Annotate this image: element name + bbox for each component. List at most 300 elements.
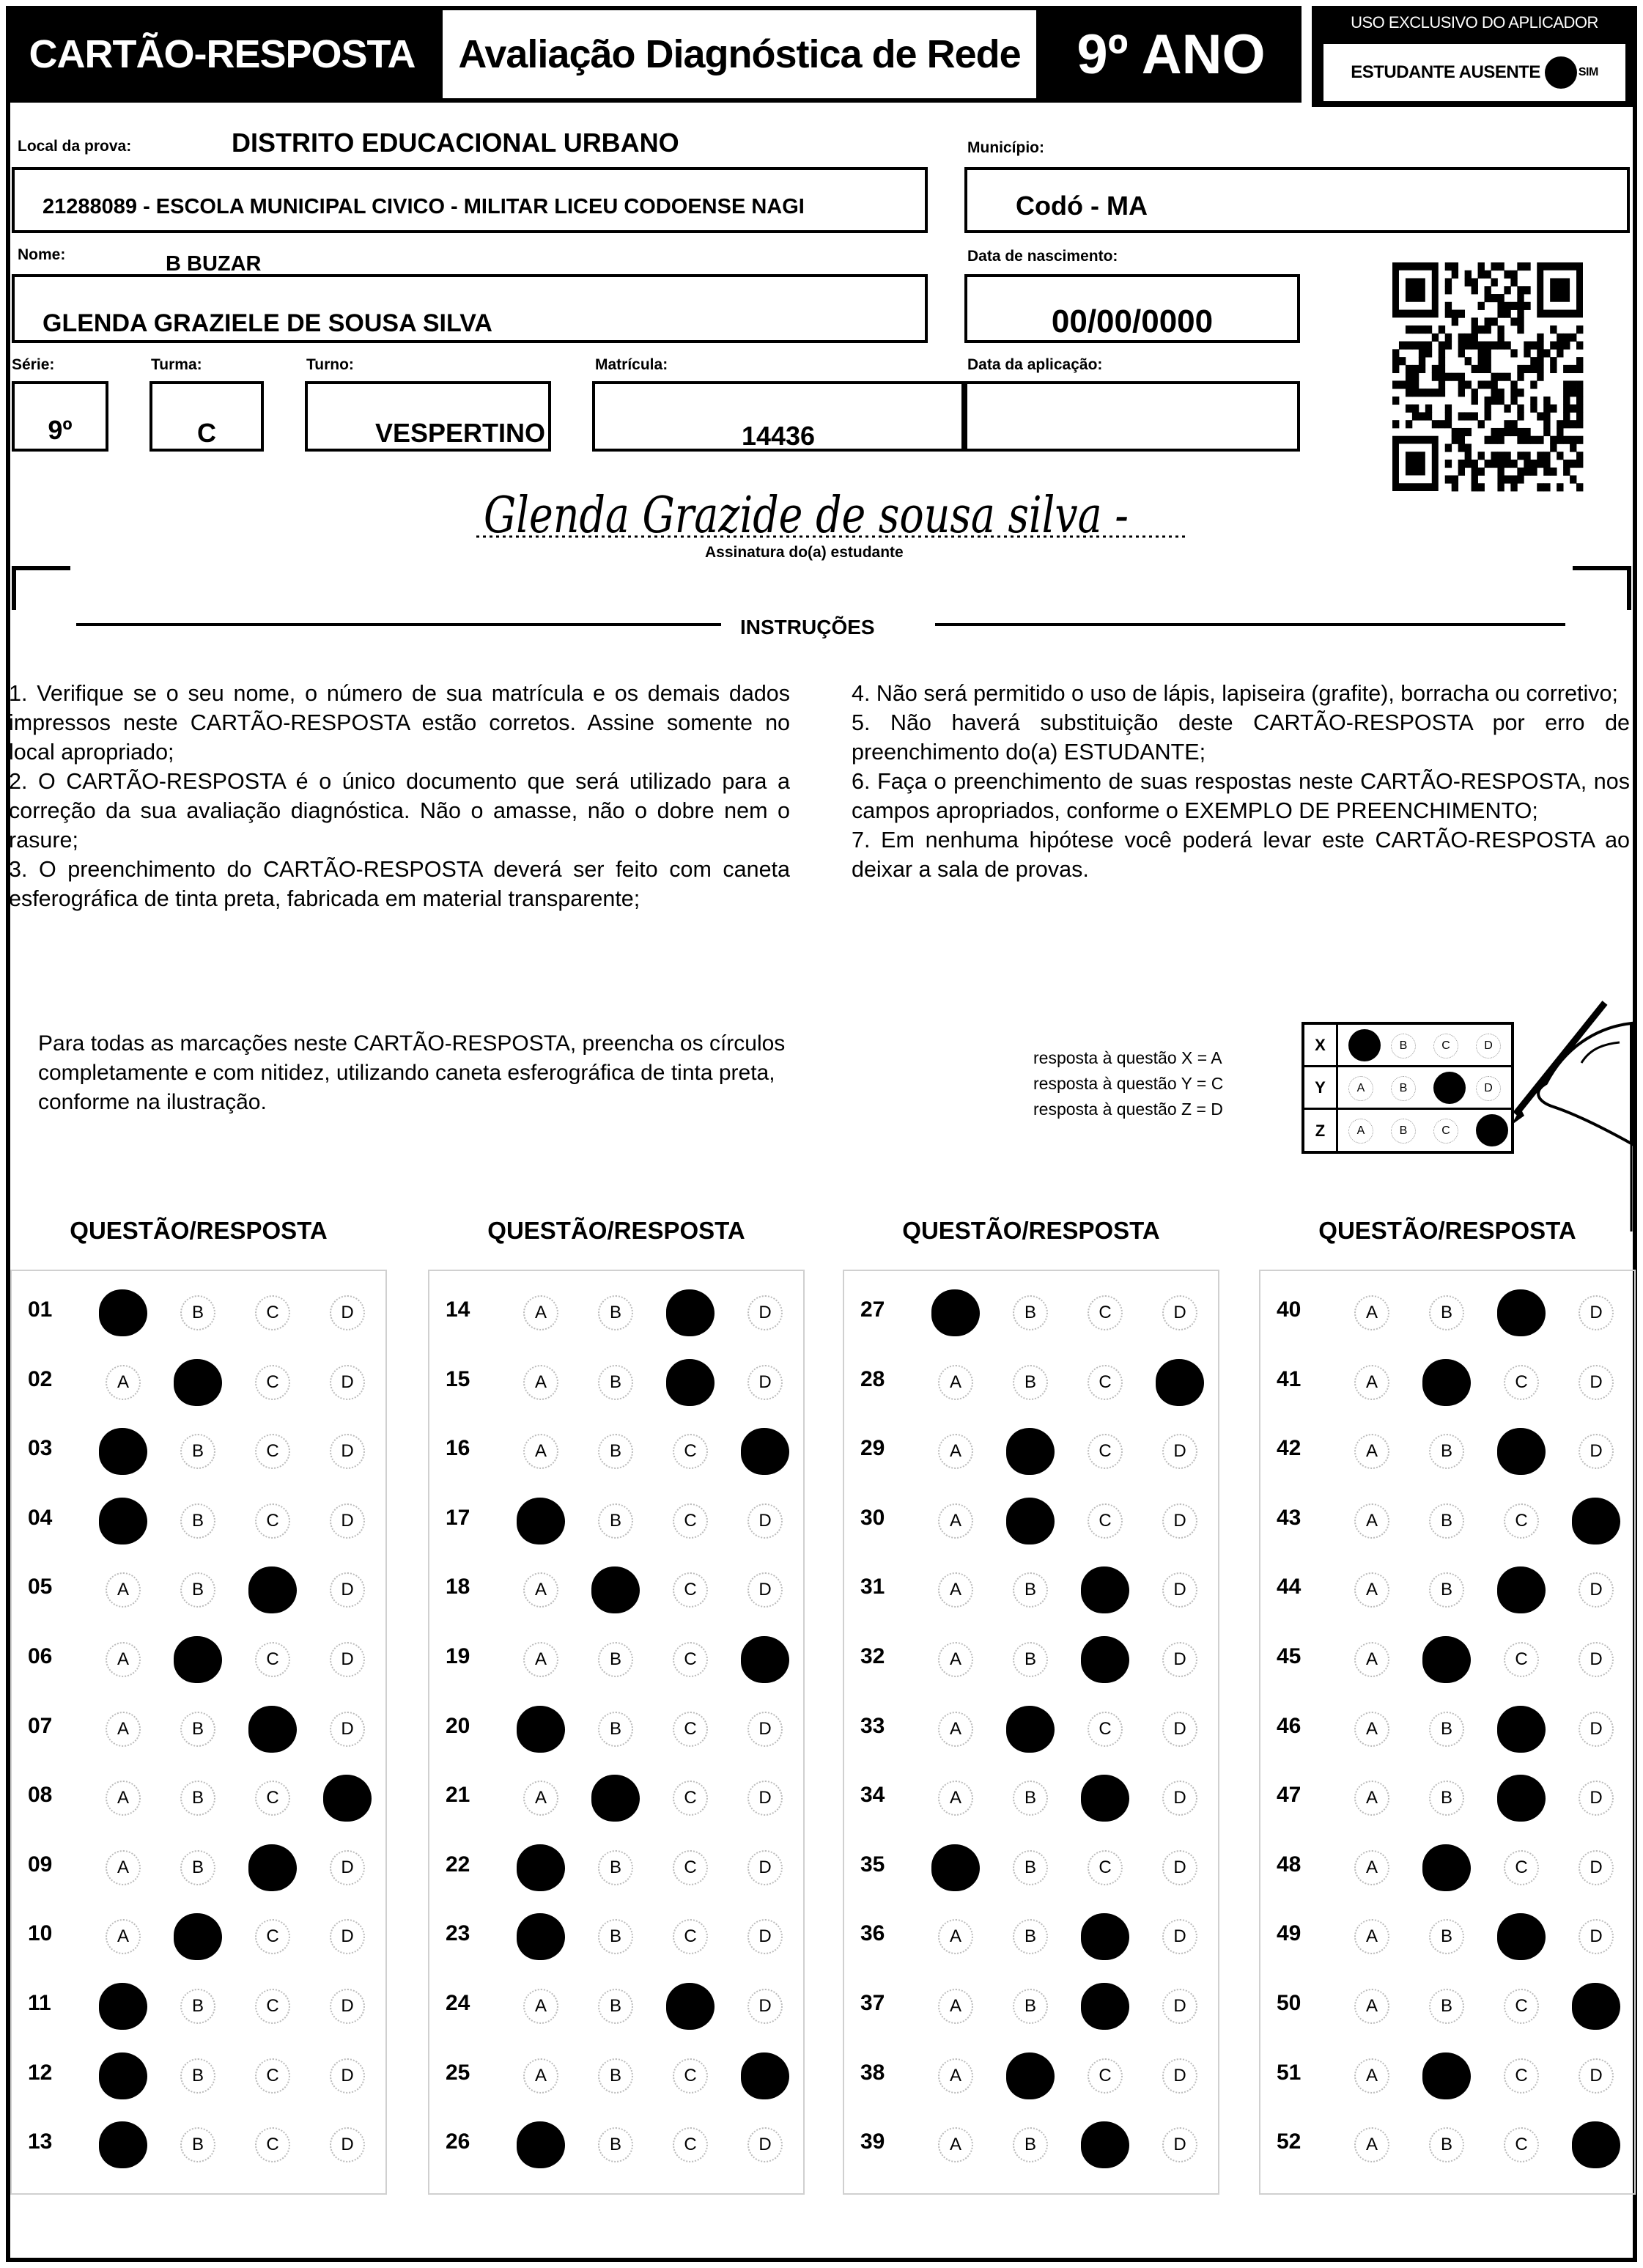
example-bubble-a <box>1348 1029 1381 1061</box>
answer-bubble-b[interactable]: B <box>1422 2052 1471 2099</box>
answer-bubble-d[interactable]: D <box>1579 1434 1614 1469</box>
answer-bubble-c[interactable]: C <box>255 1642 290 1677</box>
answer-bubble-d[interactable]: D <box>1162 2058 1197 2094</box>
answer-bubble-c[interactable]: C <box>1497 1289 1546 1336</box>
answer-bubble-b[interactable]: B <box>598 1712 633 1747</box>
answer-bubble-c[interactable]: C <box>255 1365 290 1400</box>
answer-bubble-a[interactable]: A <box>517 2121 565 2168</box>
answer-bubble-b[interactable]: B <box>1429 1434 1464 1469</box>
answer-bubble-a[interactable]: A <box>106 1919 141 1954</box>
answer-bubble-d[interactable]: D <box>741 1636 789 1683</box>
answer-bubble-a[interactable]: A <box>1354 1572 1389 1608</box>
question-row-23 <box>429 1902 803 1971</box>
question-row-06 <box>12 1625 385 1694</box>
answer-bubble-b[interactable]: B <box>1422 1359 1471 1406</box>
answer-bubble-d[interactable]: D <box>1156 1359 1204 1406</box>
question-number: 20 <box>446 1713 470 1738</box>
answer-bubble-c[interactable]: C <box>1088 1503 1123 1539</box>
question-number: 17 <box>446 1505 470 1530</box>
answer-bubble-a[interactable]: A <box>99 1983 147 2030</box>
answer-bubble-c[interactable]: C <box>1497 1428 1546 1475</box>
answer-bubble-b[interactable]: B <box>1013 1642 1048 1677</box>
answer-bubble-c[interactable]: C <box>1497 1706 1546 1753</box>
answer-bubble-d[interactable]: D <box>1162 2127 1197 2162</box>
answer-bubble-b[interactable]: B <box>598 1365 633 1400</box>
question-row-04 <box>12 1487 385 1555</box>
answer-bubble-a[interactable]: A <box>523 1989 558 2024</box>
example-question-label: Z <box>1304 1110 1338 1152</box>
answer-bubble-d[interactable]: D <box>1162 1919 1197 1954</box>
answer-bubble-a[interactable]: A <box>938 1434 973 1469</box>
answer-bubble-d[interactable]: D <box>1162 1295 1197 1330</box>
answer-bubble-b[interactable]: B <box>174 1913 222 1960</box>
answer-bubble-c[interactable]: C <box>673 1434 708 1469</box>
question-row-01 <box>12 1278 385 1347</box>
answer-bubble-d[interactable]: D <box>741 1428 789 1475</box>
answer-bubble-a[interactable]: A <box>1354 1295 1389 1330</box>
answer-bubble-c[interactable]: C <box>1081 1566 1129 1613</box>
answer-bubble-d[interactable]: D <box>1579 1642 1614 1677</box>
answer-bubble-d[interactable]: D <box>1572 1498 1620 1544</box>
answer-bubble-d[interactable]: D <box>330 1365 365 1400</box>
answer-bubble-b[interactable]: B <box>598 1503 633 1539</box>
answer-bubble-d[interactable]: D <box>747 1365 783 1400</box>
answer-bubble-b[interactable]: B <box>1429 1919 1464 1954</box>
question-number: 33 <box>860 1713 885 1738</box>
answer-bubble-c[interactable]: C <box>673 1642 708 1677</box>
answer-bubble-d[interactable]: D <box>747 1850 783 1885</box>
answer-bubble-a[interactable]: A <box>523 1434 558 1469</box>
question-row-32 <box>844 1625 1218 1694</box>
answer-bubble-a[interactable]: A <box>1354 1642 1389 1677</box>
answer-bubble-a[interactable]: A <box>1354 1989 1389 2024</box>
answer-bubble-a[interactable]: A <box>938 1642 973 1677</box>
answer-bubble-a[interactable]: A <box>938 1572 973 1608</box>
question-row-25 <box>429 2041 803 2110</box>
question-number: 24 <box>446 1991 470 2015</box>
answer-bubble-c[interactable]: C <box>248 1706 297 1753</box>
nasc-value: 00/00/0000 <box>1051 303 1214 339</box>
instructions-rule-right <box>935 623 1565 626</box>
answer-bubble-c[interactable]: C <box>1088 2058 1123 2094</box>
answer-bubble-c[interactable]: C <box>1504 1642 1539 1677</box>
answer-bubble-d[interactable]: D <box>1162 1434 1197 1469</box>
question-number: 44 <box>1277 1575 1302 1599</box>
answer-bubble-d[interactable]: D <box>330 1572 365 1608</box>
turno-label: Turno: <box>306 356 354 373</box>
answer-bubble-c[interactable]: C <box>1088 1434 1123 1469</box>
answer-bubble-a[interactable]: A <box>938 2058 973 2094</box>
answer-bubble-d[interactable]: D <box>330 1712 365 1747</box>
answer-bubble-c[interactable]: C <box>1081 1636 1129 1683</box>
question-row-30 <box>844 1487 1218 1555</box>
answer-bubble-b[interactable]: B <box>1013 1572 1048 1608</box>
answer-bubble-b[interactable]: B <box>598 1434 633 1469</box>
answer-bubble-c[interactable]: C <box>1081 1775 1129 1822</box>
answer-bubble-b[interactable]: B <box>598 2127 633 2162</box>
question-number: 09 <box>28 1852 53 1877</box>
answer-bubble-b[interactable]: B <box>1422 1636 1471 1683</box>
instruction-5: 5. Não haverá substituição deste CARTÃO-RESPOSTA por erro de preenchimento do(a) ESTUDANTE; <box>852 710 1630 765</box>
answer-bubble-b[interactable]: B <box>591 1566 640 1613</box>
question-row-26 <box>429 2110 803 2179</box>
answer-bubble-c[interactable]: C <box>1504 2127 1539 2162</box>
local-label: Local da prova: <box>18 138 132 155</box>
answer-bubble-b[interactable]: B <box>1429 1572 1464 1608</box>
pen-hand-icon <box>1495 997 1642 1231</box>
answer-bubble-b[interactable]: B <box>180 2058 215 2094</box>
answer-bubble-b[interactable]: B <box>174 1636 222 1683</box>
answer-bubble-b[interactable]: B <box>1429 1503 1464 1539</box>
answer-bubble-d[interactable]: D <box>747 1572 783 1608</box>
answer-bubble-a[interactable]: A <box>1354 1434 1389 1469</box>
aplicacao-field <box>964 381 1300 452</box>
answer-bubble-a[interactable]: A <box>523 1295 558 1330</box>
answer-bubble-d[interactable]: D <box>1579 1919 1614 1954</box>
question-row-05 <box>12 1555 385 1624</box>
answer-bubble-b[interactable]: B <box>180 1712 215 1747</box>
answer-bubble-a[interactable]: A <box>1354 1850 1389 1885</box>
answer-bubble-a[interactable]: A <box>106 1781 141 1816</box>
answer-bubble-d[interactable]: D <box>747 1781 783 1816</box>
answer-bubble-a[interactable]: A <box>1354 1781 1389 1816</box>
answer-bubble-c[interactable]: C <box>1497 1775 1546 1822</box>
answer-bubble-b[interactable]: B <box>180 1781 215 1816</box>
answer-bubble-d[interactable]: D <box>1162 1642 1197 1677</box>
question-number: 34 <box>860 1783 885 1808</box>
question-row-14 <box>429 1278 803 1347</box>
answer-bubble-d[interactable]: D <box>1162 1503 1197 1539</box>
answer-bubble-c[interactable]: C <box>1081 1913 1129 1960</box>
answer-bubble-a[interactable]: A <box>938 1781 973 1816</box>
answer-bubble-a[interactable]: A <box>938 1712 973 1747</box>
answer-bubble-a[interactable]: A <box>523 1572 558 1608</box>
answer-bubble-d[interactable]: D <box>1572 2121 1620 2168</box>
answer-bubble-d[interactable]: D <box>1579 1850 1614 1885</box>
answer-bubble-b[interactable]: B <box>1429 1295 1464 1330</box>
answer-bubble-c[interactable]: C <box>1088 1850 1123 1885</box>
answer-bubble-c[interactable]: C <box>1504 2058 1539 2094</box>
answer-bubble-a[interactable]: A <box>99 1289 147 1336</box>
answer-bubble-c[interactable]: C <box>255 2127 290 2162</box>
column-header: QUESTÃO/RESPOSTA <box>1318 1217 1576 1244</box>
question-number: 40 <box>1277 1297 1302 1322</box>
answer-bubble-c[interactable]: C <box>673 1850 708 1885</box>
answer-bubble-d[interactable]: D <box>1162 1781 1197 1816</box>
answer-bubble-a[interactable]: A <box>1354 2127 1389 2162</box>
answer-column-4 <box>1259 1270 1636 2195</box>
answer-bubble-c[interactable]: C <box>255 1295 290 1330</box>
nome-label: Nome: <box>18 246 66 263</box>
question-number: 12 <box>28 2060 53 2085</box>
turno-field <box>305 381 551 452</box>
answer-bubble-c[interactable]: C <box>673 1572 708 1608</box>
question-number: 32 <box>860 1644 885 1668</box>
answer-bubble-b[interactable]: B <box>598 2058 633 2094</box>
answer-bubble-a[interactable]: A <box>106 1642 141 1677</box>
question-number: 28 <box>860 1366 885 1391</box>
example-bubble-a: A <box>1348 1076 1373 1101</box>
answer-bubble-a[interactable]: A <box>1354 1919 1389 1954</box>
answer-bubble-c[interactable]: C <box>248 1844 297 1891</box>
question-number: 51 <box>1277 2060 1302 2085</box>
answer-column-2 <box>428 1270 805 2195</box>
answer-bubble-a[interactable]: A <box>523 1365 558 1400</box>
question-row-09 <box>12 1833 385 1902</box>
question-number: 50 <box>1277 1991 1302 2015</box>
answer-bubble-b[interactable]: B <box>1006 1498 1055 1544</box>
answer-bubble-c[interactable]: C <box>673 1781 708 1816</box>
instructions-left <box>9 679 790 913</box>
question-number: 38 <box>860 2060 885 2085</box>
answer-bubble-d[interactable]: D <box>330 1919 365 1954</box>
answer-bubble-d[interactable]: D <box>330 1503 365 1539</box>
answer-bubble-c[interactable]: C <box>1497 1913 1546 1960</box>
question-number: 41 <box>1277 1366 1302 1391</box>
answer-bubble-b[interactable]: B <box>174 1359 222 1406</box>
answer-bubble-a[interactable]: A <box>1354 2058 1389 2094</box>
answer-bubble-a[interactable]: A <box>106 1850 141 1885</box>
answer-bubble-a[interactable]: A <box>523 1781 558 1816</box>
school-field <box>12 167 928 233</box>
answer-bubble-d[interactable]: D <box>747 2127 783 2162</box>
answer-bubble-d[interactable]: D <box>741 2052 789 2099</box>
answer-bubble-a[interactable]: A <box>517 1844 565 1891</box>
question-number: 13 <box>28 2129 53 2154</box>
answer-bubble-c[interactable]: C <box>1081 2121 1129 2168</box>
instruction-1: 1. Verifique se o seu nome, o número de sua matrícula e os demais dados impressos neste CARTÃO-RESPOSTA estão corretos. Assine somente no local apropriado; <box>9 681 790 765</box>
answer-bubble-b[interactable]: B <box>180 1295 215 1330</box>
answer-bubble-d[interactable]: D <box>747 1503 783 1539</box>
answer-bubble-d[interactable]: D <box>330 2058 365 2094</box>
serie-label: Série: <box>12 356 55 373</box>
answer-bubble-d[interactable]: D <box>747 1989 783 2024</box>
answer-bubble-b[interactable]: B <box>591 1775 640 1822</box>
answer-bubble-d[interactable]: D <box>330 2127 365 2162</box>
answer-bubble-c[interactable]: C <box>255 1434 290 1469</box>
question-number: 16 <box>446 1436 470 1461</box>
answer-bubble-c[interactable]: C <box>255 2058 290 2094</box>
question-number: 30 <box>860 1505 885 1530</box>
question-number: 05 <box>28 1575 53 1599</box>
question-number: 10 <box>28 1921 53 1946</box>
answer-bubble-b[interactable]: B <box>180 1434 215 1469</box>
example-grid <box>1302 1022 1514 1154</box>
answer-bubble-c[interactable]: C <box>255 1781 290 1816</box>
answer-bubble-c[interactable]: C <box>673 2058 708 2094</box>
answer-bubble-b[interactable]: B <box>180 1989 215 2024</box>
question-row-13 <box>12 2110 385 2179</box>
answer-bubble-d[interactable]: D <box>1579 1572 1614 1608</box>
answer-bubble-c[interactable]: C <box>1504 1989 1539 2024</box>
answer-bubble-b[interactable]: B <box>598 1850 633 1885</box>
answer-bubble-d[interactable]: D <box>1579 1295 1614 1330</box>
answer-bubble-c[interactable]: C <box>1088 1295 1123 1330</box>
absent-student-box[interactable] <box>1323 44 1625 101</box>
answer-bubble-d[interactable]: D <box>323 1775 372 1822</box>
answer-bubble-d[interactable]: D <box>1162 1850 1197 1885</box>
question-number: 48 <box>1277 1852 1302 1877</box>
question-row-46 <box>1260 1695 1634 1764</box>
card-title: CARTÃO-RESPOSTA <box>6 6 438 103</box>
answer-bubble-b[interactable]: B <box>1006 1706 1055 1753</box>
answer-bubble-a[interactable]: A <box>938 1919 973 1954</box>
answer-bubble-b[interactable]: B <box>598 1989 633 2024</box>
turma-value: C <box>197 418 216 448</box>
question-number: 19 <box>446 1644 470 1668</box>
answer-bubble-b[interactable]: B <box>1013 1989 1048 2024</box>
example-row-x <box>1304 1025 1511 1067</box>
answer-bubble-d[interactable]: D <box>747 1712 783 1747</box>
question-row-29 <box>844 1417 1218 1486</box>
answer-bubble-a[interactable]: A <box>1354 1365 1389 1400</box>
answer-bubble-b[interactable]: B <box>598 1295 633 1330</box>
nasc-label: Data de nascimento: <box>967 248 1118 265</box>
answer-bubble-c[interactable]: C <box>666 1289 715 1336</box>
answer-bubble-b[interactable]: B <box>1429 1781 1464 1816</box>
answer-bubble-a[interactable]: A <box>523 2058 558 2094</box>
answer-bubble-d[interactable]: D <box>1162 1989 1197 2024</box>
answer-bubble-a[interactable]: A <box>931 1289 980 1336</box>
answer-bubble-a[interactable]: A <box>99 2052 147 2099</box>
absent-yes-label: SIM <box>1578 66 1598 78</box>
example-bubble-b: B <box>1391 1076 1416 1101</box>
answer-bubble-d[interactable]: D <box>330 1850 365 1885</box>
answer-bubble-a[interactable]: A <box>1354 1503 1389 1539</box>
answer-bubble-c[interactable]: C <box>1504 1365 1539 1400</box>
answer-bubble-d[interactable]: D <box>1162 1712 1197 1747</box>
answer-bubble-d[interactable]: D <box>1579 1712 1614 1747</box>
answer-bubble-b[interactable]: B <box>1013 2127 1048 2162</box>
answer-bubble-d[interactable]: D <box>330 1295 365 1330</box>
answer-bubble-c[interactable]: C <box>1497 1566 1546 1613</box>
answer-bubble-c[interactable]: C <box>248 1566 297 1613</box>
question-row-16 <box>429 1417 803 1486</box>
answer-bubble-b[interactable]: B <box>1013 1850 1048 1885</box>
answer-bubble-c[interactable]: C <box>255 1989 290 2024</box>
municipio-value: Codó - MA <box>1016 191 1148 221</box>
question-number: 45 <box>1277 1644 1302 1668</box>
answer-bubble-c[interactable]: C <box>673 2127 708 2162</box>
answer-bubble-b[interactable]: B <box>1013 1919 1048 1954</box>
answer-bubble-a[interactable]: A <box>938 2127 973 2162</box>
answer-bubble-a[interactable]: A <box>106 1365 141 1400</box>
serie-value: 9º <box>48 415 73 445</box>
answer-bubble-c[interactable]: C <box>1088 1365 1123 1400</box>
answer-bubble-b[interactable]: B <box>1429 1712 1464 1747</box>
answer-bubble-c[interactable]: C <box>673 1712 708 1747</box>
instructions-right <box>852 679 1630 884</box>
answer-bubble-a[interactable]: A <box>106 1572 141 1608</box>
answer-bubble-c[interactable]: C <box>1081 1983 1129 2030</box>
answer-bubble-b[interactable]: B <box>180 1572 215 1608</box>
question-number: 11 <box>28 1991 51 2015</box>
question-row-34 <box>844 1764 1218 1833</box>
question-number: 27 <box>860 1297 885 1322</box>
answer-bubble-c[interactable]: C <box>255 1919 290 1954</box>
answer-bubble-a[interactable]: A <box>99 1428 147 1475</box>
answer-bubble-c[interactable]: C <box>1088 1712 1123 1747</box>
question-number: 37 <box>860 1991 885 2015</box>
local-value: DISTRITO EDUCACIONAL URBANO <box>232 128 679 158</box>
answer-bubble-d[interactable]: D <box>1572 1983 1620 2030</box>
answer-bubble-b[interactable]: B <box>1013 1365 1048 1400</box>
answer-bubble-a[interactable]: A <box>106 1712 141 1747</box>
answer-column-1 <box>10 1270 387 2195</box>
answer-bubble-c[interactable]: C <box>673 1919 708 1954</box>
nome-value: GLENDA GRAZIELE DE SOUSA SILVA <box>43 309 492 337</box>
absent-bubble[interactable] <box>1545 56 1577 89</box>
answer-bubble-d[interactable]: D <box>330 1642 365 1677</box>
answer-bubble-b[interactable]: B <box>180 1850 215 1885</box>
answer-bubble-a[interactable]: A <box>938 1365 973 1400</box>
answer-bubble-a[interactable]: A <box>523 1642 558 1677</box>
question-row-41 <box>1260 1348 1634 1417</box>
answer-bubble-a[interactable]: A <box>517 1498 565 1544</box>
answer-bubble-a[interactable]: A <box>517 1913 565 1960</box>
answer-bubble-c[interactable]: C <box>666 1983 715 2030</box>
question-number: 06 <box>28 1644 53 1668</box>
question-row-47 <box>1260 1764 1634 1833</box>
answer-bubble-a[interactable]: A <box>938 1503 973 1539</box>
answer-bubble-b[interactable]: B <box>180 1503 215 1539</box>
answer-bubble-d[interactable]: D <box>747 1919 783 1954</box>
answer-bubble-a[interactable]: A <box>99 1498 147 1544</box>
answer-bubble-c[interactable]: C <box>666 1359 715 1406</box>
answer-bubble-b[interactable]: B <box>180 2127 215 2162</box>
question-number: 39 <box>860 2129 885 2154</box>
question-number: 47 <box>1277 1783 1302 1808</box>
answer-bubble-b[interactable]: B <box>598 1642 633 1677</box>
answer-bubble-b[interactable]: B <box>1429 2127 1464 2162</box>
answer-bubble-a[interactable]: A <box>517 1706 565 1753</box>
answer-bubble-b[interactable]: B <box>1429 1989 1464 2024</box>
question-number: 36 <box>860 1921 885 1946</box>
answer-bubble-b[interactable]: B <box>1006 1428 1055 1475</box>
answer-bubble-d[interactable]: D <box>747 1295 783 1330</box>
answer-bubble-a[interactable]: A <box>931 1844 980 1891</box>
answer-bubble-b[interactable]: B <box>1013 1295 1048 1330</box>
turma-field <box>149 381 264 452</box>
question-number: 49 <box>1277 1921 1302 1946</box>
answer-bubble-b[interactable]: B <box>1013 1781 1048 1816</box>
answer-bubble-a[interactable]: A <box>938 1989 973 2024</box>
answer-bubble-b[interactable]: B <box>1006 2052 1055 2099</box>
answer-bubble-c[interactable]: C <box>673 1503 708 1539</box>
answer-bubble-d[interactable]: D <box>1579 2058 1614 2094</box>
example-legend-z: resposta à questão Z = D <box>1033 1100 1223 1119</box>
municipio-label: Município: <box>967 139 1044 156</box>
question-row-27 <box>844 1278 1218 1347</box>
question-number: 04 <box>28 1505 53 1530</box>
answer-bubble-a[interactable]: A <box>99 2121 147 2168</box>
answer-bubble-a[interactable]: A <box>1354 1712 1389 1747</box>
instruction-4: 4. Não será permitido o uso de lápis, lapiseira (grafite), borracha ou corretivo; <box>852 681 1618 706</box>
aplicacao-label: Data da aplicação: <box>967 356 1103 373</box>
answer-bubble-c[interactable]: C <box>1504 1850 1539 1885</box>
example-bubble-c: C <box>1433 1034 1458 1058</box>
answer-bubble-d[interactable]: D <box>1579 1781 1614 1816</box>
answer-bubble-d[interactable]: D <box>330 1434 365 1469</box>
answer-bubble-c[interactable]: C <box>255 1503 290 1539</box>
answer-bubble-b[interactable]: B <box>598 1919 633 1954</box>
answer-bubble-c[interactable]: C <box>1504 1503 1539 1539</box>
answer-bubble-b[interactable]: B <box>1422 1844 1471 1891</box>
answer-bubble-d[interactable]: D <box>330 1989 365 2024</box>
question-row-49 <box>1260 1902 1634 1971</box>
answer-bubble-d[interactable]: D <box>1162 1572 1197 1608</box>
answer-bubble-d[interactable]: D <box>1579 1365 1614 1400</box>
